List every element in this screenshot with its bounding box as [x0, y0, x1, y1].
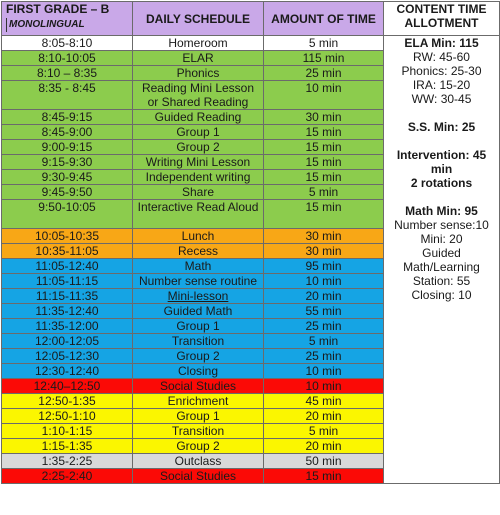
- activity-cell: Share: [133, 185, 264, 200]
- schedule-column-header: DAILY SCHEDULE: [133, 2, 264, 36]
- activity-cell: Transition: [133, 334, 264, 349]
- math-item: Number sense:10: [394, 218, 489, 232]
- math-item: Mini: 20: [420, 232, 463, 246]
- activity-cell: Group 2: [133, 349, 264, 364]
- activity-cell: [133, 289, 264, 304]
- activity-cell: Writing Mini Lesson: [133, 155, 264, 170]
- time-cell: 9:45-9:50: [2, 185, 133, 200]
- allotment-column-header: CONTENT TIME ALLOTMENT: [384, 2, 500, 36]
- activity-cell: ELAR: [133, 51, 264, 66]
- activity-cell: Group 1: [133, 319, 264, 334]
- amount-cell: 10 min: [264, 364, 384, 379]
- amount-cell: 15 min: [264, 125, 384, 140]
- amount-cell: 95 min: [264, 259, 384, 274]
- time-cell: 11:35-12:00: [2, 319, 133, 334]
- amount-cell: 15 min: [264, 469, 384, 484]
- amount-cell: 15 min: [264, 140, 384, 155]
- amount-cell: 5 min: [264, 36, 384, 51]
- math-item: Closing: 10: [411, 288, 472, 302]
- math-block: [386, 204, 497, 302]
- time-cell: 8:05-8:10: [2, 36, 133, 51]
- intervention-block: [386, 148, 497, 190]
- allotment-cell: [384, 36, 500, 484]
- activity-cell: Group 2: [133, 439, 264, 454]
- amount-cell: 5 min: [264, 334, 384, 349]
- amount-cell: 15 min: [264, 170, 384, 185]
- amount-cell: 15 min: [264, 155, 384, 170]
- activity-cell: Math: [133, 259, 264, 274]
- time-cell: 12:50-1:10: [2, 409, 133, 424]
- schedule-row: [2, 36, 500, 51]
- ela-title: ELA Min: 115: [404, 36, 479, 50]
- time-cell: 1:15-1:35: [2, 439, 133, 454]
- activity-cell: Guided Math: [133, 304, 264, 319]
- activity-cell: Outclass: [133, 454, 264, 469]
- grade-subtitle: MONOLINGUAL: [6, 18, 130, 32]
- time-column-header: AMOUNT OF TIME: [264, 2, 384, 36]
- time-cell: 12:40–12:50: [2, 379, 133, 394]
- time-cell: 1:35-2:25: [2, 454, 133, 469]
- intervention-title: Intervention: 45 min: [396, 148, 487, 176]
- activity-cell: Social Studies: [133, 379, 264, 394]
- amount-cell: 10 min: [264, 379, 384, 394]
- intervention-sub: 2 rotations: [410, 176, 473, 190]
- amount-cell: 20 min: [264, 289, 384, 304]
- ela-item: WW: 30-45: [411, 92, 472, 106]
- amount-cell: 5 min: [264, 185, 384, 200]
- amount-cell: 55 min: [264, 304, 384, 319]
- activity-cell: Guided Reading: [133, 110, 264, 125]
- activity-cell: Phonics: [133, 66, 264, 81]
- amount-cell: 30 min: [264, 229, 384, 244]
- activity-cell: Transition: [133, 424, 264, 439]
- time-cell: 9:50-10:05: [2, 200, 133, 229]
- activity-label: Mini-lesson: [167, 289, 229, 303]
- time-cell: 8:45-9:15: [2, 110, 133, 125]
- time-cell: 10:35-11:05: [2, 244, 133, 259]
- time-cell: 11:05-12:40: [2, 259, 133, 274]
- ela-block: [386, 36, 497, 106]
- activity-cell: Recess: [133, 244, 264, 259]
- activity-cell: Group 2: [133, 140, 264, 155]
- activity-cell: Number sense routine: [133, 274, 264, 289]
- grade-title: FIRST GRADE – B: [6, 2, 110, 16]
- time-cell: 12:05-12:30: [2, 349, 133, 364]
- ela-item: Phonics: 25-30: [401, 64, 482, 78]
- time-cell: 11:15-11:35: [2, 289, 133, 304]
- time-cell: 9:00-9:15: [2, 140, 133, 155]
- activity-cell: Closing: [133, 364, 264, 379]
- amount-cell: 10 min: [264, 274, 384, 289]
- activity-cell: Enrichment: [133, 394, 264, 409]
- time-cell: 8:10 – 8:35: [2, 66, 133, 81]
- activity-cell: Interactive Read Aloud: [133, 200, 264, 229]
- time-cell: 9:15-9:30: [2, 155, 133, 170]
- time-cell: 8:45-9:00: [2, 125, 133, 140]
- grade-header: [2, 2, 133, 36]
- time-cell: 8:10-10:05: [2, 51, 133, 66]
- math-title: Math Min: 95: [405, 204, 478, 218]
- amount-cell: 20 min: [264, 409, 384, 424]
- amount-cell: 25 min: [264, 319, 384, 334]
- amount-cell: 25 min: [264, 349, 384, 364]
- amount-cell: 20 min: [264, 439, 384, 454]
- amount-cell: 30 min: [264, 110, 384, 125]
- amount-cell: 45 min: [264, 394, 384, 409]
- time-cell: 12:00-12:05: [2, 334, 133, 349]
- header-row: [2, 2, 500, 36]
- time-cell: 8:35 - 8:45: [2, 81, 133, 110]
- time-cell: 11:05-11:15: [2, 274, 133, 289]
- schedule-body: [2, 2, 500, 484]
- time-cell: 2:25-2:40: [2, 469, 133, 484]
- time-cell: 12:30-12:40: [2, 364, 133, 379]
- time-cell: 9:30-9:45: [2, 170, 133, 185]
- activity-cell: Group 1: [133, 125, 264, 140]
- ss-title: S.S. Min: 25: [407, 120, 476, 134]
- activity-cell: Lunch: [133, 229, 264, 244]
- amount-cell: 115 min: [264, 51, 384, 66]
- ela-item: RW: 45-60: [413, 50, 470, 64]
- time-cell: 1:10-1:15: [2, 424, 133, 439]
- allotment-panel: [386, 36, 497, 302]
- amount-cell: 10 min: [264, 81, 384, 110]
- time-cell: 12:50-1:35: [2, 394, 133, 409]
- amount-cell: 30 min: [264, 244, 384, 259]
- activity-cell: Independent writing: [133, 170, 264, 185]
- schedule-table: [1, 1, 500, 484]
- amount-cell: 5 min: [264, 424, 384, 439]
- amount-cell: 15 min: [264, 200, 384, 229]
- ela-item: IRA: 15-20: [412, 78, 471, 92]
- activity-cell: Homeroom: [133, 36, 264, 51]
- time-cell: 10:05-10:35: [2, 229, 133, 244]
- math-item: Guided Math/Learning Station: 55: [403, 246, 480, 288]
- amount-cell: 25 min: [264, 66, 384, 81]
- time-cell: 11:35-12:40: [2, 304, 133, 319]
- activity-cell: Social Studies: [133, 469, 264, 484]
- amount-cell: 50 min: [264, 454, 384, 469]
- activity-cell: Group 1: [133, 409, 264, 424]
- activity-cell: Reading Mini Lesson or Shared Reading: [133, 81, 264, 110]
